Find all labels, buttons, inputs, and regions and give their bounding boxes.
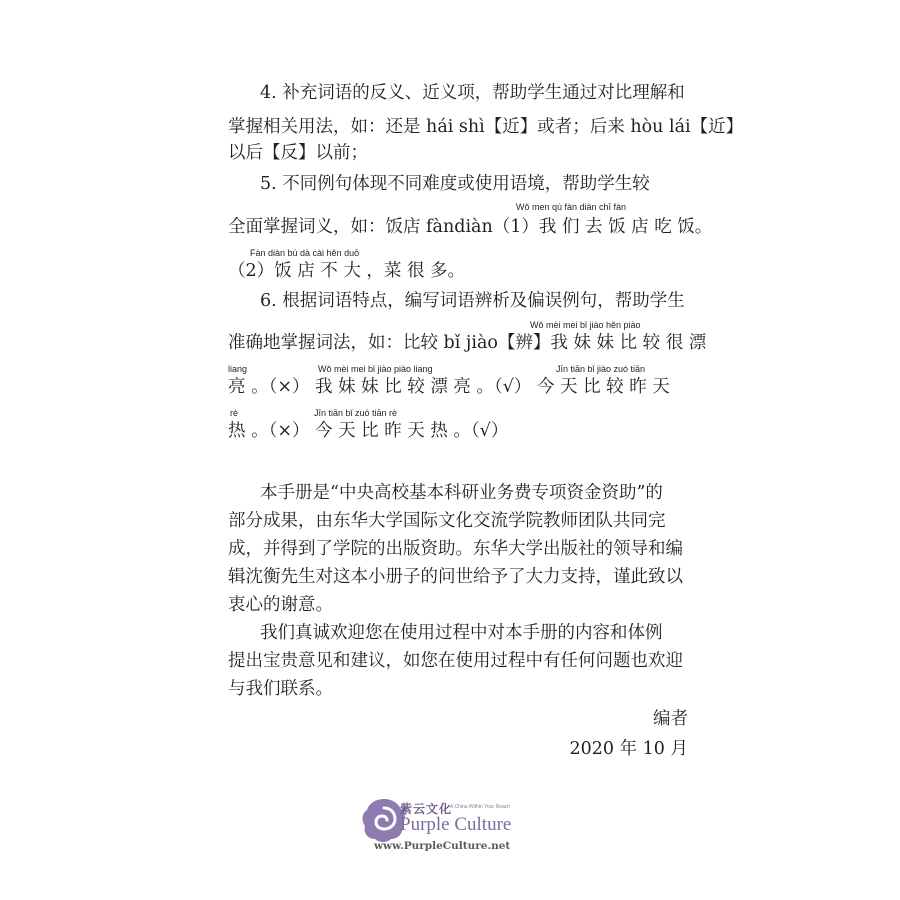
item6-line3-pinyin-a: liang (228, 364, 248, 374)
watermark-en-name: Purple Culture (400, 814, 512, 835)
item6-line2-pinyin: Wǒ mèi mei bǐ jiào hěn piào (530, 320, 641, 330)
signature-author: 编者 (653, 709, 688, 729)
item4-line1: 4. 补充词语的反义、近义项，帮助学生通过对比理解和 (260, 83, 685, 103)
ack-p1-line2: 部分成果，由东华大学国际文化交流学院教师团队共同完 (228, 511, 666, 531)
item5-line1: 5. 不同例句体现不同难度或使用语境，帮助学生较 (260, 174, 650, 194)
ack-p2-line3: 与我们联系。 (228, 679, 333, 699)
signature-date: 2020 年 10 月 (569, 739, 688, 759)
item6-line4-pinyin-a: rè (230, 408, 239, 418)
item6-line3: 亮 。（×） 我 妹 妹 比 较 漂 亮 。（√） 今 天 比 较 昨 天 (228, 377, 670, 397)
item6-line3-pinyin-c: Jīn tiān bǐ jiào zuó tiān (556, 364, 646, 374)
ack-p1-line3: 成，并得到了学院的出版资助。东华大学出版社的领导和编 (228, 539, 683, 559)
watermark-tagline: A China Within Your Reach (450, 804, 511, 810)
watermark-cn-name: 紫云文化 (400, 802, 453, 816)
item4-line2: 掌握相关用法，如：还是 hái shì【近】或者；后来 hòu lái【近】 (228, 117, 744, 137)
ack-p1-line4: 辑沈衡先生对这本小册子的问世给予了大力支持，谨此致以 (228, 567, 683, 587)
item6-line3-pinyin-b: Wǒ mèi mei bǐ jiào piào liang (318, 364, 433, 374)
ack-p2-line2: 提出宝贵意见和建议，如您在使用过程中有任何问题也欢迎 (228, 651, 683, 671)
item6-line2: 准确地掌握词法，如：比较 bǐ jiào【辨】我 妹 妹 比 较 很 漂 (228, 333, 707, 353)
purple-culture-watermark (360, 796, 550, 856)
item4-line3: 以后【反】以前； (228, 143, 368, 163)
item5-line3: （2）饭 店 不 大 ，菜 很 多。 (228, 261, 466, 281)
item6-line4-pinyin-b: Jīn tiān bǐ zuó tiān rè (314, 408, 398, 418)
ack-p1-line1: 本手册是“中央高校基本科研业务费专项资金资助”的 (260, 483, 663, 503)
item5-line3-pinyin: Fàn diàn bú dà cài hěn duō (250, 248, 360, 258)
item5-line2: 全面掌握词义，如：饭店 fàndiàn（1）我 们 去 饭 店 吃 饭。 (228, 217, 713, 237)
ack-p1-line5: 衷心的谢意。 (228, 595, 333, 615)
ack-p2-line1: 我们真诚欢迎您在使用过程中对本手册的内容和体例 (260, 623, 663, 643)
item6-line4: 热 。（×） 今 天 比 昨 天 热 。（√） (228, 421, 509, 441)
watermark-url: www.PurpleCulture.net (374, 840, 511, 852)
item6-line1: 6. 根据词语特点，编写词语辨析及偏误例句，帮助学生 (260, 291, 685, 311)
item5-line2-pinyin: Wǒ men qù fàn diàn chī fàn (516, 202, 627, 212)
